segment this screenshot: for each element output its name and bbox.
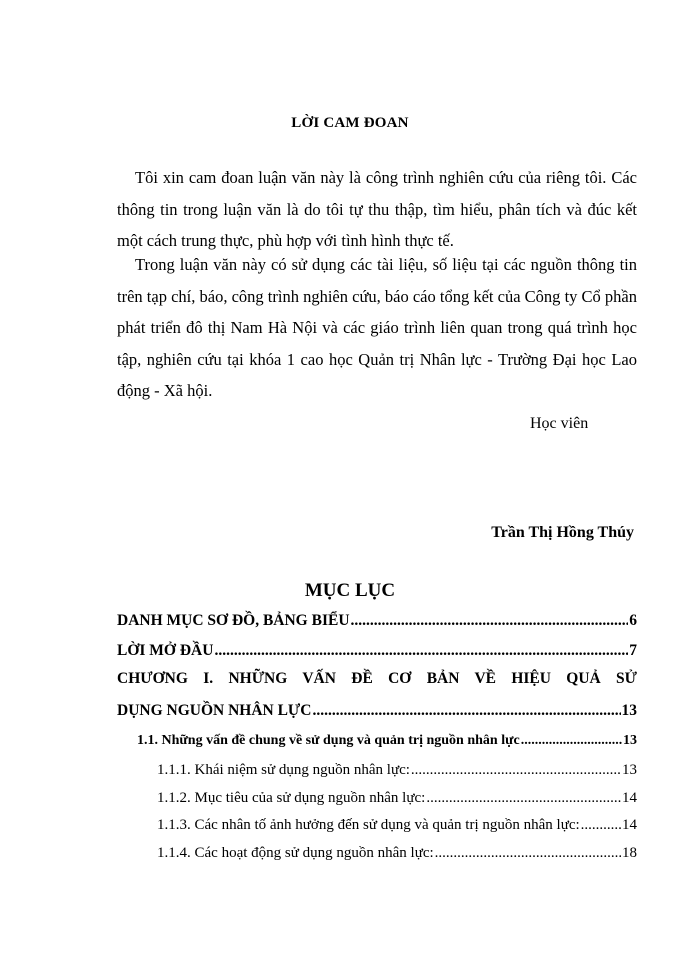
toc-entry-label: 1.1. Những vấn đề chung về sử dụng và quản trị nguồn nhân lực	[137, 733, 520, 748]
toc-entry-page: 6	[629, 612, 637, 629]
toc-entry[interactable]	[157, 790, 637, 807]
toc-leader-dots	[312, 702, 620, 720]
toc-entry-page: 13	[623, 733, 637, 748]
toc-entry[interactable]	[157, 817, 637, 834]
toc-leader-dots	[426, 790, 621, 807]
toc-entry[interactable]	[157, 762, 637, 779]
toc-entry[interactable]	[157, 845, 637, 862]
toc-entry-page: 13	[622, 762, 637, 778]
toc-title: MỤC LỤC	[304, 580, 396, 601]
declaration-paragraph-1	[117, 162, 637, 257]
toc-entry-page: 18	[622, 845, 637, 861]
declaration-paragraph-2	[117, 249, 637, 407]
toc-entry[interactable]	[117, 702, 637, 720]
toc-leader-dots	[581, 817, 621, 834]
declaration-title: LỜI CAM ĐOAN	[291, 115, 409, 131]
toc-entry[interactable]	[117, 612, 637, 630]
toc-entry[interactable]	[137, 733, 637, 749]
toc-chapter-heading-line1[interactable]: CHƯƠNG I. NHỮNG VẤN ĐỀ CƠ BẢN VỀ HIỆU QUẢ SỬ	[117, 670, 637, 687]
toc-leader-dots	[435, 845, 621, 862]
toc-entry-label: LỜI MỞ ĐẦU	[117, 642, 214, 659]
toc-leader-dots	[411, 762, 621, 779]
toc-entry-label: 1.1.1. Khái niệm sử dụng nguồn nhân lực:	[157, 762, 410, 778]
toc-entry-label: DANH MỤC SƠ ĐỒ, BẢNG BIỂU	[117, 612, 350, 629]
signer-name: Trần Thị Hồng Thúy	[491, 524, 634, 541]
toc-entry-label: DỤNG NGUỒN NHÂN LỰC	[117, 702, 312, 719]
toc-leader-dots	[214, 642, 628, 660]
toc-entry[interactable]	[117, 642, 637, 660]
declaration-paragraph-1-text: Tôi xin cam đoan luận văn này là công trình nghiên cứu của riêng tôi. Các thông tin trong luận văn là do tôi tự thu thập, tìm hiểu, phân tích và đúc kết một cách trung thực, phù hợp với tình hình thực tế.	[117, 168, 637, 250]
toc-entry-label: 1.1.4. Các hoạt động sử dụng nguồn nhân lực:	[157, 845, 434, 861]
signer-role: Học viên	[530, 415, 589, 432]
toc-entry-page: 14	[622, 817, 637, 833]
toc-entry-page: 13	[621, 702, 637, 719]
toc-entry-label: 1.1.2. Mục tiêu của sử dụng nguồn nhân lực:	[157, 790, 426, 806]
toc-entry-page: 7	[629, 642, 637, 659]
toc-leader-dots	[521, 733, 622, 749]
declaration-paragraph-2-text: Trong luận văn này có sử dụng các tài liệu, số liệu tại các nguồn thông tin trên tạp chí, báo, công trình nghiên cứu, báo cáo tổng kết của Công ty Cổ phần phát triển đô thị Nam Hà Nội và các giáo trình liên quan trong quá trình học tập, nghiên cứu tại khóa 1 cao học Quản trị Nhân lực - Trường Đại học Lao động - Xã hội.	[117, 255, 637, 400]
toc-leader-dots	[351, 612, 629, 630]
toc-entry-label: 1.1.3. Các nhân tố ảnh hưởng đến sử dụng và quản trị nguồn nhân lực:	[157, 817, 580, 833]
toc-entry-page: 14	[622, 790, 637, 806]
